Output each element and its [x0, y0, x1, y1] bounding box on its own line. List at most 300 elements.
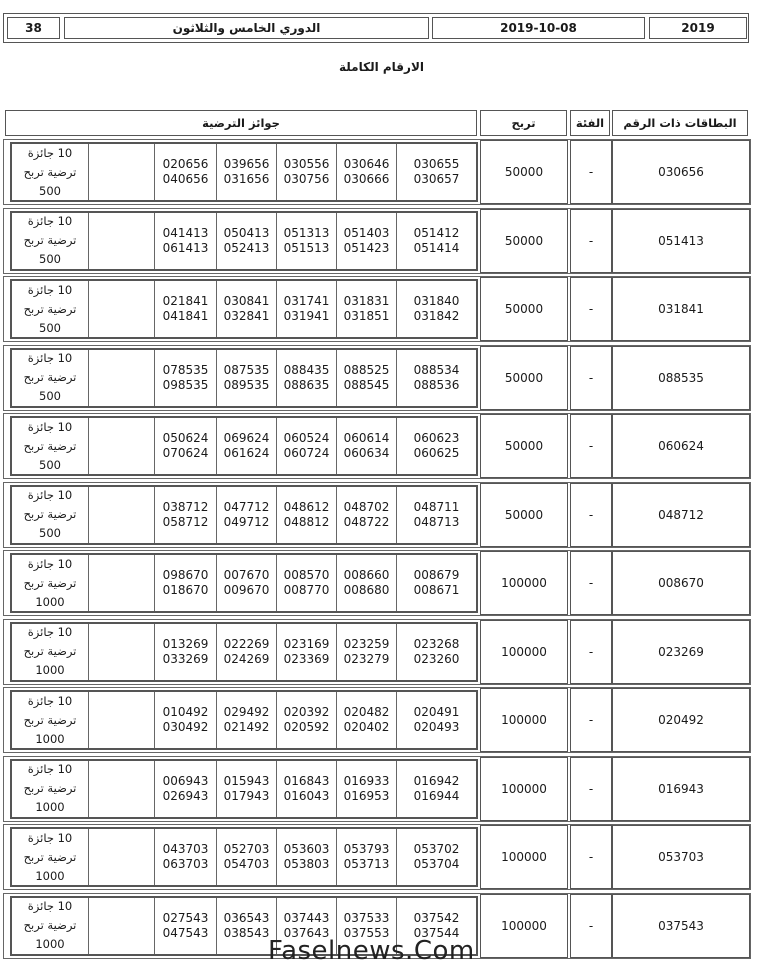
consolation-number: 016944 — [413, 788, 460, 803]
consolation-box — [10, 142, 478, 202]
table-row — [3, 756, 751, 822]
consolation-number: 047543 — [162, 925, 209, 940]
consolation-number: 037544 — [413, 925, 460, 940]
consolation-number-pair — [154, 350, 216, 406]
win-amount-cell: 100000 — [480, 825, 568, 889]
consolation-box — [10, 827, 478, 887]
consolation-number: 078535 — [162, 362, 209, 377]
table-row — [3, 550, 751, 616]
card-number-cell: 023269 — [612, 620, 750, 684]
consolation-number-pair — [216, 555, 276, 611]
consolation-number-pair — [154, 144, 216, 200]
consolation-number: 054703 — [223, 857, 270, 871]
consolation-number-pair — [216, 692, 276, 748]
consolation-number: 088534 — [413, 362, 460, 377]
empty-cell — [88, 829, 154, 885]
consolation-number: 060634 — [343, 446, 390, 460]
consolation-number: 020482 — [343, 705, 390, 719]
consolation-number: 021841 — [162, 294, 209, 308]
prize-line2: ترضية تربح — [23, 507, 77, 521]
category-cell: - — [570, 140, 612, 204]
consolation-number: 020592 — [283, 720, 330, 734]
consolation-number-pair — [216, 418, 276, 474]
consolation-number-pair — [396, 487, 476, 543]
category-cell: - — [570, 825, 612, 889]
prize-line1: 10 جائزة — [27, 830, 73, 845]
category-cell: - — [570, 757, 612, 821]
consolation-number-pair — [396, 418, 476, 474]
category-cell: - — [570, 483, 612, 547]
consolation-number: 088545 — [343, 377, 390, 392]
prize-amount: 1000 — [35, 868, 65, 883]
consolation-number: 015943 — [223, 773, 270, 788]
consolation-number-pair — [336, 144, 396, 200]
consolation-number: 020493 — [413, 720, 460, 734]
consolation-number: 060623 — [413, 431, 460, 445]
consolation-number-pair — [276, 692, 336, 748]
category-cell: - — [570, 209, 612, 273]
consolation-number-pair — [276, 281, 336, 337]
empty-cell — [88, 761, 154, 817]
consolation-number-pair — [396, 624, 476, 680]
card-number-cell: 008670 — [612, 551, 750, 615]
consolation-number: 041413 — [162, 225, 209, 240]
consolation-number: 063703 — [162, 857, 209, 871]
page-subtitle: الارقام الكاملة — [338, 60, 424, 74]
consolation-number-pair — [154, 555, 216, 611]
consolation-number: 088536 — [413, 377, 460, 392]
consolation-number: 013269 — [162, 636, 209, 651]
category-cell: - — [570, 277, 612, 341]
prize-line1: 10 جائزة — [27, 488, 73, 502]
empty-cell — [88, 624, 154, 680]
prize-amount: 1000 — [35, 663, 65, 677]
card-number-cell: 031841 — [612, 277, 750, 341]
consolation-number: 036543 — [223, 910, 270, 925]
consolation-number: 041841 — [162, 309, 209, 323]
consolation-number-pair — [396, 761, 476, 817]
consolation-number-pair — [154, 761, 216, 817]
consolation-number: 023169 — [283, 636, 330, 651]
prize-description — [12, 692, 88, 748]
consolation-number: 049712 — [223, 514, 270, 529]
consolation-number: 016942 — [413, 773, 460, 788]
category-cell: - — [570, 620, 612, 684]
consolation-number: 033269 — [162, 651, 209, 666]
consolation-number: 037553 — [343, 925, 390, 940]
prize-line2: ترضية تربح — [23, 849, 77, 864]
table-row — [3, 345, 751, 411]
consolation-number: 050624 — [162, 431, 209, 445]
card-number-cell: 053703 — [612, 825, 750, 889]
number-cell: 38 — [7, 17, 60, 39]
consolation-number: 030756 — [283, 172, 330, 186]
consolation-number-pair — [154, 213, 216, 269]
consolation-number: 051414 — [413, 240, 460, 255]
prize-amount: 500 — [39, 389, 61, 403]
prize-line2: ترضية تربح — [23, 233, 77, 247]
consolation-number: 016843 — [283, 773, 330, 788]
prize-line1: 10 جائزة — [27, 419, 73, 434]
consolation-number-pair — [154, 692, 216, 748]
consolation-number: 008660 — [343, 568, 390, 582]
win-amount-cell: 50000 — [480, 346, 568, 410]
prize-line2: ترضية تربح — [23, 575, 77, 590]
consolation-number-pair — [396, 281, 476, 337]
card-number-cell: 037543 — [612, 894, 750, 958]
consolation-box — [10, 416, 478, 476]
prize-description — [12, 487, 88, 543]
prize-description — [12, 213, 88, 269]
consolation-number-pair — [276, 418, 336, 474]
empty-cell — [88, 350, 154, 406]
consolation-number-pair — [216, 350, 276, 406]
consolation-number: 023279 — [343, 651, 390, 666]
consolation-number: 030646 — [343, 157, 390, 171]
consolation-number: 043703 — [162, 842, 209, 856]
consolation-number: 031741 — [283, 294, 330, 308]
consolation-number: 029492 — [223, 705, 270, 719]
consolation-number-pair — [396, 555, 476, 611]
prize-amount: 1000 — [35, 594, 65, 609]
consolation-number: 048812 — [283, 514, 330, 529]
prize-amount: 500 — [39, 252, 61, 266]
consolation-number: 020491 — [413, 705, 460, 719]
win-amount-cell: 50000 — [480, 277, 568, 341]
consolation-number: 030492 — [162, 720, 209, 734]
consolation-number-pair — [154, 898, 216, 954]
consolation-number: 038712 — [162, 499, 209, 514]
consolation-number-pair — [216, 624, 276, 680]
consolation-number: 032841 — [223, 309, 270, 323]
consolation-number: 037643 — [283, 925, 330, 940]
consolation-number: 040656 — [162, 172, 209, 186]
prize-description — [12, 898, 88, 954]
consolation-number-pair — [276, 829, 336, 885]
consolation-number: 048713 — [413, 514, 460, 529]
consolation-number-pair — [396, 144, 476, 200]
empty-cell — [88, 555, 154, 611]
consolation-box — [10, 622, 478, 682]
table-row — [3, 413, 751, 479]
prize-line1: 10 جائزة — [27, 214, 73, 228]
consolation-number-pair — [154, 281, 216, 337]
consolation-number: 031840 — [413, 294, 460, 308]
prize-amount: 1000 — [35, 937, 65, 951]
win-amount-cell: 50000 — [480, 209, 568, 273]
consolation-number: 052703 — [223, 842, 270, 856]
column-header-cards: البطاقات ذات الرقم — [612, 110, 748, 136]
card-number-cell: 048712 — [612, 483, 750, 547]
column-header-category: الفئة — [570, 110, 610, 136]
consolation-number: 038543 — [223, 925, 270, 940]
year-cell: 2019 — [649, 17, 747, 39]
prize-description — [12, 281, 88, 337]
consolation-number: 031656 — [223, 172, 270, 186]
win-amount-cell: 50000 — [480, 414, 568, 478]
prize-line1: 10 جائزة — [27, 556, 73, 571]
prize-line2: ترضية تربح — [23, 370, 77, 384]
consolation-number: 047712 — [223, 499, 270, 514]
consolation-number: 050413 — [223, 225, 270, 240]
consolation-number: 021492 — [223, 720, 270, 734]
consolation-number-pair — [276, 213, 336, 269]
consolation-number: 088435 — [283, 362, 330, 377]
consolation-number: 037542 — [413, 910, 460, 925]
consolation-number: 069624 — [223, 431, 270, 445]
consolation-number: 053704 — [413, 857, 460, 871]
table-row — [3, 482, 751, 548]
consolation-box — [10, 211, 478, 271]
consolation-number-pair — [336, 213, 396, 269]
consolation-number-pair — [396, 350, 476, 406]
card-number-cell: 051413 — [612, 209, 750, 273]
consolation-number: 008770 — [283, 583, 330, 597]
prize-description — [12, 350, 88, 406]
consolation-number: 053713 — [343, 857, 390, 871]
card-number-cell: 060624 — [612, 414, 750, 478]
category-cell: - — [570, 894, 612, 958]
table-row — [3, 208, 751, 274]
consolation-number: 008679 — [413, 568, 460, 582]
card-number-cell: 020492 — [612, 688, 750, 752]
league-cell: الدوري الخامس والثلاثون — [64, 17, 429, 39]
prize-amount: 1000 — [35, 731, 65, 746]
consolation-number: 051423 — [343, 240, 390, 255]
consolation-number: 030556 — [283, 157, 330, 171]
consolation-number-pair — [154, 624, 216, 680]
consolation-number-pair — [336, 487, 396, 543]
consolation-number: 016043 — [283, 788, 330, 803]
consolation-number-pair — [216, 487, 276, 543]
consolation-number: 048702 — [343, 499, 390, 514]
consolation-box — [10, 279, 478, 339]
prize-line2: ترضية تربح — [23, 301, 77, 316]
consolation-number: 006943 — [162, 773, 209, 788]
consolation-number-pair — [396, 829, 476, 885]
date-cell: 2019-10-08 — [432, 17, 645, 39]
consolation-number: 027543 — [162, 910, 209, 925]
consolation-number-pair — [276, 624, 336, 680]
watermark: Faselnews.Com — [268, 936, 475, 966]
consolation-number-pair — [336, 624, 396, 680]
prize-description — [12, 555, 88, 611]
consolation-number: 088635 — [283, 377, 330, 392]
consolation-number: 060724 — [283, 446, 330, 460]
consolation-number-pair — [154, 487, 216, 543]
consolation-number: 016953 — [343, 788, 390, 803]
prize-description — [12, 761, 88, 817]
consolation-number: 060625 — [413, 446, 460, 460]
win-amount-cell: 100000 — [480, 894, 568, 958]
consolation-number: 030666 — [343, 172, 390, 186]
consolation-number-pair — [276, 350, 336, 406]
empty-cell — [88, 692, 154, 748]
consolation-number: 008680 — [343, 583, 390, 597]
win-amount-cell: 100000 — [480, 620, 568, 684]
consolation-number: 020656 — [162, 157, 209, 171]
prize-description — [12, 418, 88, 474]
consolation-number: 031831 — [343, 294, 390, 308]
category-cell: - — [570, 688, 612, 752]
prize-line1: 10 جائزة — [27, 762, 73, 776]
empty-cell — [88, 281, 154, 337]
consolation-number: 051313 — [283, 225, 330, 240]
prize-line1: 10 جائزة — [27, 693, 73, 708]
empty-cell — [88, 898, 154, 954]
prize-line1: 10 جائزة — [27, 351, 73, 365]
column-header-win: تربح — [480, 110, 567, 136]
prize-line1: 10 جائزة — [27, 145, 73, 160]
consolation-number: 037443 — [283, 910, 330, 925]
consolation-number-pair — [216, 213, 276, 269]
consolation-number: 020402 — [343, 720, 390, 734]
consolation-number-pair — [216, 281, 276, 337]
consolation-number: 048612 — [283, 499, 330, 514]
consolation-number: 037533 — [343, 910, 390, 925]
consolation-number: 051513 — [283, 240, 330, 255]
consolation-number: 030657 — [413, 172, 460, 186]
consolation-number-pair — [336, 281, 396, 337]
consolation-number: 031842 — [413, 309, 460, 323]
consolation-number: 061413 — [162, 240, 209, 255]
category-cell: - — [570, 346, 612, 410]
table-row — [3, 276, 751, 342]
prize-description — [12, 144, 88, 200]
consolation-number: 024269 — [223, 651, 270, 666]
consolation-number: 051403 — [343, 225, 390, 240]
column-header-consolation: جوائز الترضية — [5, 110, 477, 136]
consolation-number: 098670 — [162, 568, 209, 582]
consolation-number: 022269 — [223, 636, 270, 651]
consolation-number: 060614 — [343, 431, 390, 445]
consolation-number-pair — [336, 418, 396, 474]
prize-description — [12, 624, 88, 680]
consolation-number-pair — [276, 144, 336, 200]
prize-line1: 10 جائزة — [27, 899, 73, 913]
consolation-number-pair — [276, 761, 336, 817]
consolation-number: 087535 — [223, 362, 270, 377]
consolation-number: 007670 — [223, 568, 270, 582]
consolation-number: 030841 — [223, 294, 270, 308]
consolation-number: 031851 — [343, 309, 390, 323]
consolation-box — [10, 553, 478, 613]
consolation-box — [10, 759, 478, 819]
empty-cell — [88, 487, 154, 543]
consolation-number: 060524 — [283, 431, 330, 445]
prize-line1: 10 جائزة — [27, 282, 73, 297]
consolation-number: 026943 — [162, 788, 209, 803]
consolation-number-pair — [336, 555, 396, 611]
consolation-number: 070624 — [162, 446, 209, 460]
card-number-cell: 088535 — [612, 346, 750, 410]
table-row — [3, 824, 751, 890]
consolation-number: 030655 — [413, 157, 460, 171]
prize-line2: ترضية تربح — [23, 438, 77, 453]
consolation-number-pair — [396, 213, 476, 269]
consolation-number: 061624 — [223, 446, 270, 460]
prize-amount: 500 — [39, 183, 61, 198]
consolation-number: 023268 — [413, 636, 460, 651]
empty-cell — [88, 213, 154, 269]
consolation-number-pair — [336, 350, 396, 406]
win-amount-cell: 100000 — [480, 688, 568, 752]
consolation-number: 048711 — [413, 499, 460, 514]
consolation-number: 053793 — [343, 842, 390, 856]
prize-line2: ترضية تربح — [23, 164, 77, 179]
consolation-number-pair — [336, 829, 396, 885]
prize-amount: 500 — [39, 526, 61, 540]
win-amount-cell: 100000 — [480, 551, 568, 615]
consolation-box — [10, 348, 478, 408]
consolation-number-pair — [154, 829, 216, 885]
win-amount-cell: 50000 — [480, 140, 568, 204]
prize-description — [12, 829, 88, 885]
consolation-number: 023260 — [413, 651, 460, 666]
prize-amount: 500 — [39, 320, 61, 335]
consolation-number: 053702 — [413, 842, 460, 856]
consolation-number: 058712 — [162, 514, 209, 529]
consolation-number-pair — [276, 555, 336, 611]
consolation-number: 023369 — [283, 651, 330, 666]
empty-cell — [88, 144, 154, 200]
empty-cell — [88, 418, 154, 474]
prize-amount: 1000 — [35, 800, 65, 814]
consolation-number: 010492 — [162, 705, 209, 719]
prize-line2: ترضية تربح — [23, 781, 77, 795]
consolation-number: 017943 — [223, 788, 270, 803]
table-row — [3, 619, 751, 685]
consolation-number-pair — [336, 692, 396, 748]
consolation-number-pair — [336, 761, 396, 817]
table-row — [3, 687, 751, 753]
prize-line2: ترضية تربح — [23, 644, 77, 658]
consolation-number: 031941 — [283, 309, 330, 323]
prize-line2: ترضية تربح — [23, 918, 77, 932]
consolation-number: 053803 — [283, 857, 330, 871]
consolation-number-pair — [276, 487, 336, 543]
consolation-number-pair — [216, 761, 276, 817]
consolation-number: 020392 — [283, 705, 330, 719]
consolation-number-pair — [216, 144, 276, 200]
consolation-number-pair — [216, 829, 276, 885]
prize-amount: 500 — [39, 457, 61, 472]
card-number-cell: 030656 — [612, 140, 750, 204]
consolation-number: 048722 — [343, 514, 390, 529]
card-number-cell: 016943 — [612, 757, 750, 821]
table-row — [3, 139, 751, 205]
consolation-number: 051412 — [413, 225, 460, 240]
consolation-number: 023259 — [343, 636, 390, 651]
prize-line1: 10 جائزة — [27, 625, 73, 639]
category-cell: - — [570, 414, 612, 478]
consolation-number-pair — [216, 898, 276, 954]
win-amount-cell: 100000 — [480, 757, 568, 821]
consolation-box — [10, 485, 478, 545]
consolation-box — [10, 690, 478, 750]
consolation-number: 053603 — [283, 842, 330, 856]
consolation-number: 018670 — [162, 583, 209, 597]
prize-line2: ترضية تربح — [23, 712, 77, 727]
consolation-number: 016933 — [343, 773, 390, 788]
consolation-number: 008570 — [283, 568, 330, 582]
consolation-number: 039656 — [223, 157, 270, 171]
consolation-number: 089535 — [223, 377, 270, 392]
consolation-number: 052413 — [223, 240, 270, 255]
consolation-number-pair — [154, 418, 216, 474]
consolation-number: 008671 — [413, 583, 460, 597]
consolation-number: 009670 — [223, 583, 270, 597]
